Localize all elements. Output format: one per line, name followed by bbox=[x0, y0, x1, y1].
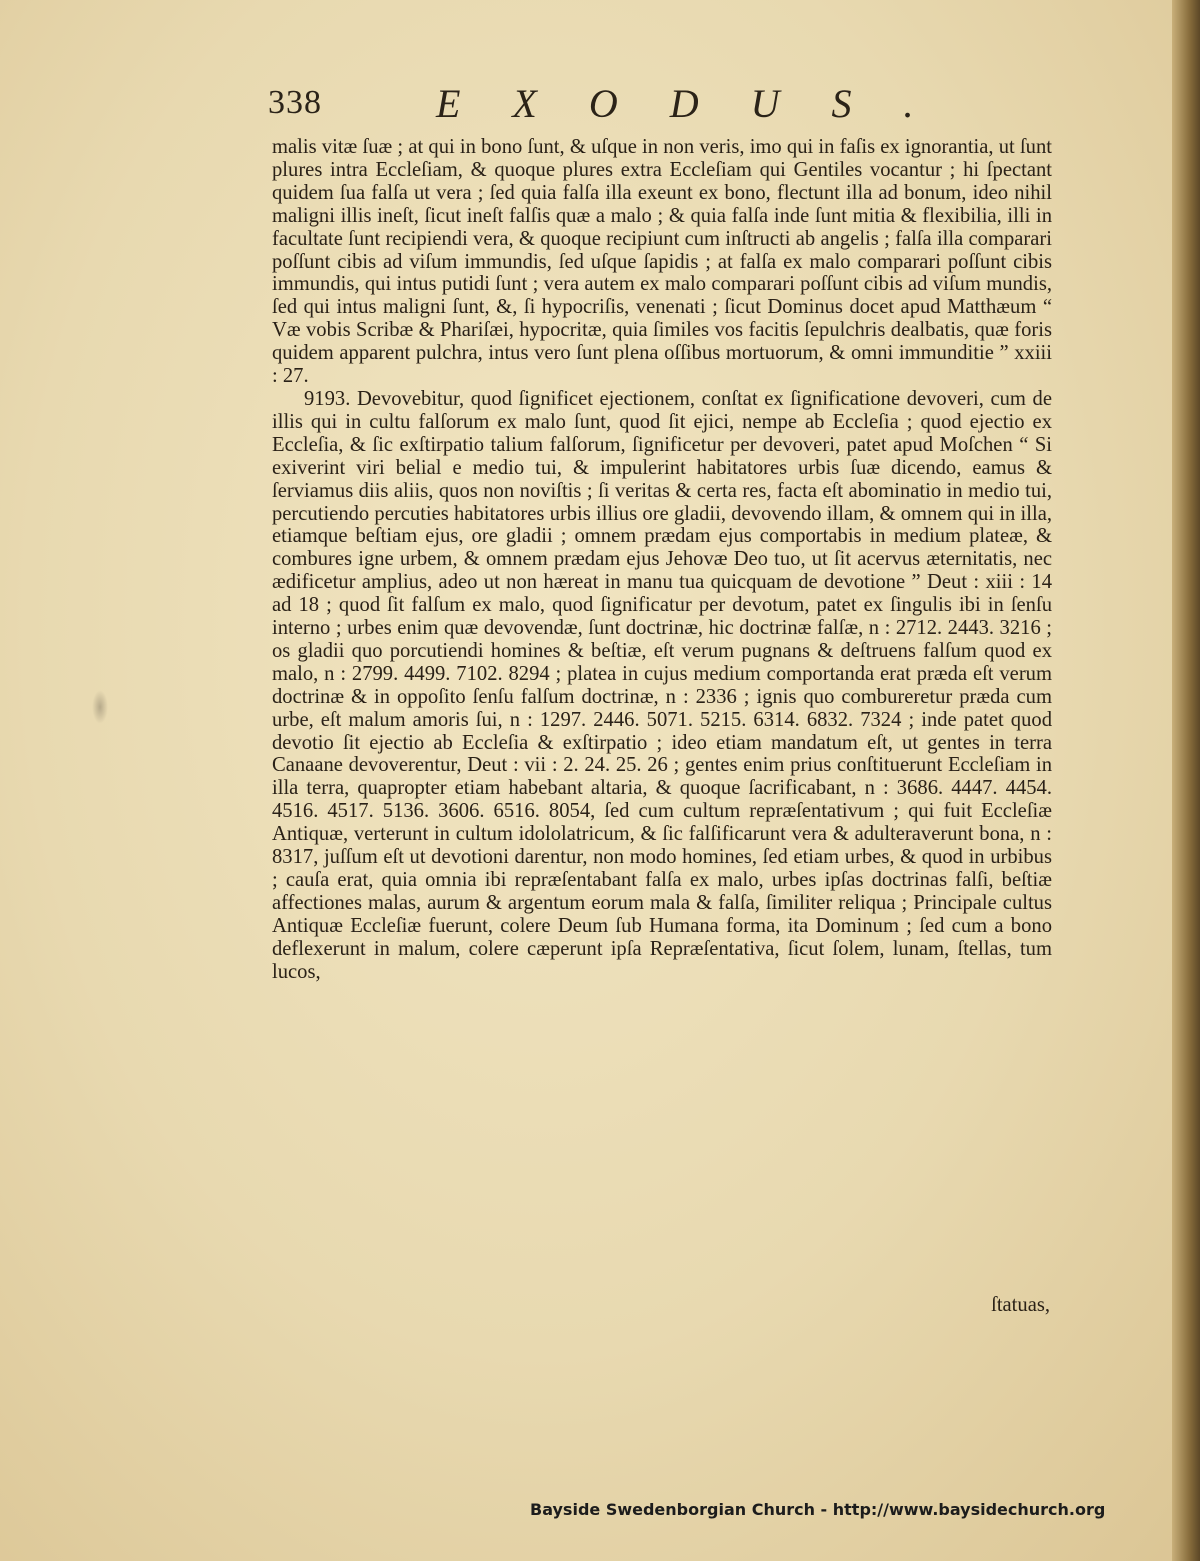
running-title: EXODUS. bbox=[436, 81, 966, 126]
catchword: ſtatuas, bbox=[991, 1294, 1050, 1316]
page-number: 338 bbox=[268, 84, 322, 121]
body-text bbox=[272, 136, 1052, 984]
ink-smudge bbox=[92, 690, 108, 724]
page-header bbox=[268, 80, 1088, 132]
paragraph-9193: 9193. Devovebitur, quod ſignificet ejectionem, conſtat ex ſignificatione devoveri, cum de illis qui in cultu falſorum ex malo ſunt, quod ſit ejici, nempe ab Eccleſia ; quod ejectio ex Eccleſia, & ſic exſtirpatio talium falſorum, ſignificetur per devoveri, patet apud Moſchen “ Si exiverint viri belial e medio tui, & impulerint habitatores urbis ſuæ dicendo, eamus & ſerviamus diis aliis, quos non noviſtis ; ſi veritas & certa res, facta eſt abominatio in medio tui, percutiendo percuties habitatores urbis illius ore gladii, devovendo illam, & omnem qui in illa, etiamque beſtiam ejus, ore gladii ; omnem prædam ejus comportabis in medium plateæ, & combures igne urbem, & omnem prædam ejus Jehovæ Deo tuo, ut ſit acervus æternitatis, nec ædificetur amplius, adeo ut non hæreat in manu tua quicquam de devotione ” Deut : xiii : 14 ad 18 ; quod ſit falſum ex malo, quod ſignificatur per devotum, patet ex ſingulis ibi in ſenſu interno ; urbes enim quæ devovendæ, ſunt doctrinæ, hic doctrinæ falſæ, n : 2712. 2443. 3216 ; os gladii quo porcutiendi homines & beſtiæ, eſt verum pugnans & deſtruens falſum quod ex malo, n : 2799. 4499. 7102. 8294 ; platea in cujus medium comportanda erat præda eſt verum doctrinæ & in oppoſito ſenſu falſum doctrinæ, n : 2336 ; ignis quo combureretur præda cum urbe, eſt malum amoris ſui, n : 1297. 2446. 5071. 5215. 6314. 6832. 7324 ; inde patet quod devotio ſit ejectio ab Eccleſia & exſtirpatio ; ideo etiam mandatum eſt, ut gentes in terra Canaane devoverentur, Deut : vii : 2. 24. 25. 26 ; gentes enim prius conſtituerunt Eccleſiam in illa terra, quapropter etiam habebant altaria, & quoque ſacrificabant, n : 3686. 4447. 4454. 4516. 4517. 5136. 3606. 6516. 8054, ſed cum cultum repræſentativum ; qui fuit Eccleſiæ Antiquæ, verterunt in cultum idololatricum, & ſic falſificarunt vera & adulteraverunt bona, n : 8317, juſſum eſt ut devotioni darentur, non modo homines, ſed etiam urbes, & quod in urbibus ; cauſa erat, quia omnia ibi repræſentabant falſa ex malo, urbes ipſas doctrinas falſi, beſtiæ affectiones malas, aurum & argentum eorum mala & falſa, ſimiliter reliqua ; Principale cultus Antiquæ Eccleſiæ fuerunt, colere Deum ſub Humana forma, ita Dominum ; ſed cum a bono deflexerunt in malum, colere cæperunt ipſa Repræſentativa, ſicut ſolem, lunam, ſtellas, tum lucos, bbox=[272, 387, 1052, 983]
paragraph-continuation: malis vitæ ſuæ ; at qui in bono ſunt, & uſque in non veris, imo qui in faſis ex ignorantia, ut ſunt plures intra Eccleſiam, & quoque plures extra Eccleſiam qui Gentiles vocantur ; hi ſpectant quidem ſua falſa ut vera ; ſed quia falſa illa exeunt ex bono, flectunt illa ad bonum, ideo nihil maligni illis ineſt, ſicut ineſt falſis quæ a malo ; & quia falſa inde ſunt mitia & flexibilia, illi in facultate ſunt recipiendi vera, & quoque recipiunt cum inſtructi ab angelis ; falſa illa comparari poſſunt cibis ad viſum immundis, ſed uſque ſapidis ; at falſa ex malo comparari poſſunt cibis immundis, qui intus putidi ſunt ; vera autem ex malo comparari poſſunt cibis ad viſum mundis, ſed qui intus maligni ſunt, &, ſi hypocriſis, venenati ; ſicut Dominus docet apud Matthæum “ Væ vobis Scribæ & Phariſæi, hypocritæ, quia ſimiles vos facitis ſepulchris dealbatis, quæ foris quidem apparent pulchra, intus vero ſunt plena oſſibus mortuorum, & omni immunditie ” xxiii : 27. bbox=[272, 136, 1052, 388]
footer-watermark: Bayside Swedenborgian Church - http://www.baysidechurch.org bbox=[530, 1500, 1106, 1519]
page-edge-shadow bbox=[1172, 0, 1200, 1561]
